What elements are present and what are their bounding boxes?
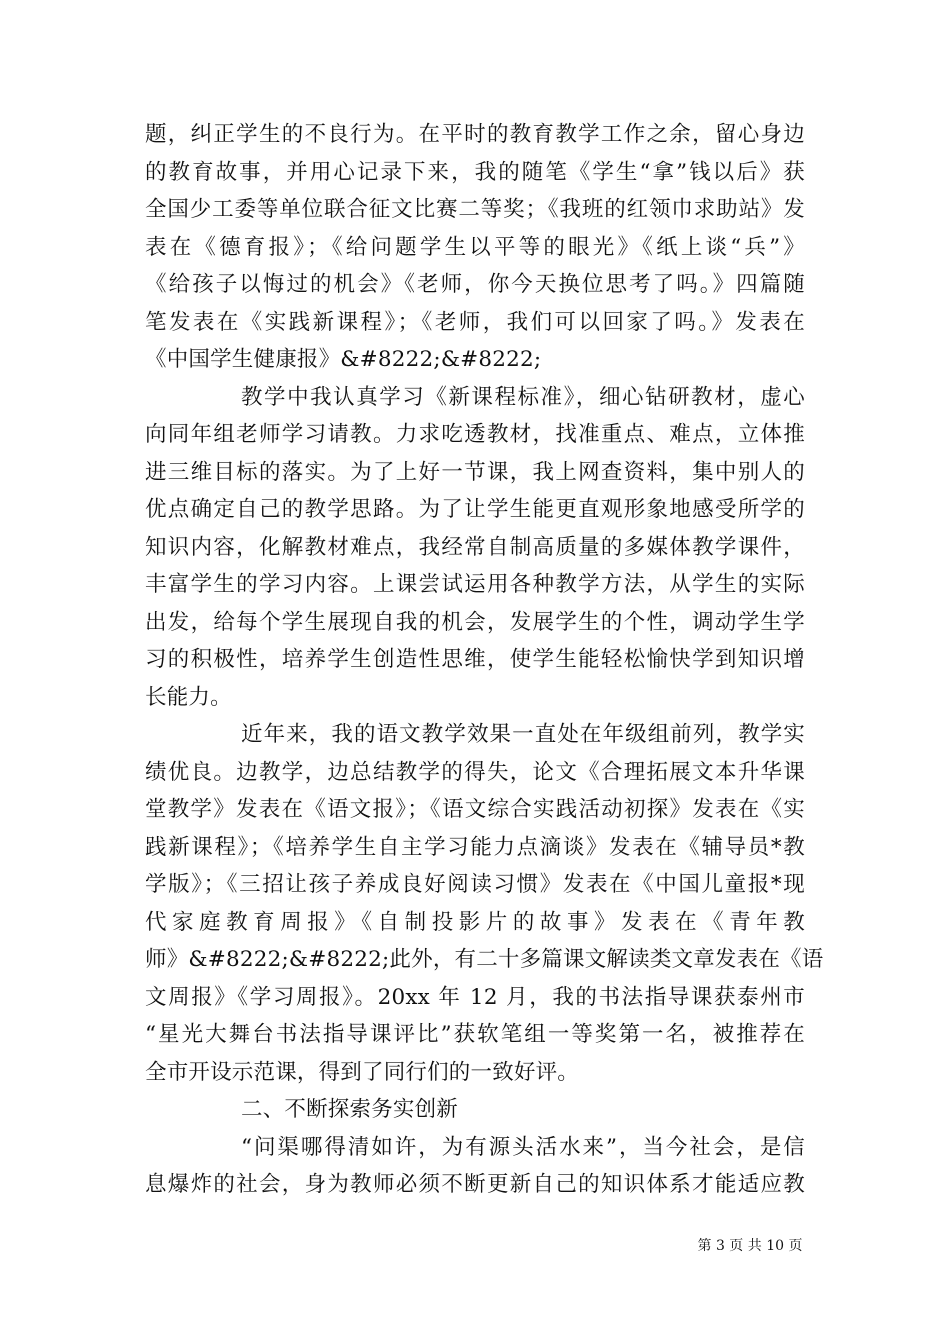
- text-line: 习的积极性，培养学生创造性思维，使学生能轻松愉快学到知识增: [145, 647, 805, 672]
- text-line: 代家庭教育周报》《自制投影片的故事》发表在《青年教: [145, 909, 805, 935]
- text-line: 丰富学生的学习内容。上课尝试运用各种教学方法，从学生的实际: [145, 572, 805, 597]
- text-line: 堂教学》发表在《语文报》；《语文综合实践活动初探》发表在《实: [145, 797, 805, 822]
- paragraph-first-line: 教学中我认真学习《新课程标准》，细心钻研教材，虚心: [241, 384, 805, 410]
- document-body: [145, 116, 824, 1204]
- text-line: 题，纠正学生的不良行为。在平时的教育教学工作之余，留心身边: [145, 122, 805, 147]
- text-line: 学版》；《三招让孩子养成良好阅读习惯》发表在《中国儿童报*现: [145, 872, 805, 897]
- text-line: 师》&#8222;&#8222;此外，有二十多篇课文解读类文章发表在《语: [145, 947, 824, 972]
- text-line: 《中国学生健康报》&#8222;&#8222;: [145, 347, 542, 372]
- text-line: 的教育故事，并用心记录下来，我的随笔《学生“拿”钱以后》获: [145, 159, 805, 185]
- text-line: 践新课程》；《培养学生自主学习能力点滴谈》发表在《辅导员*教: [145, 834, 805, 860]
- text-line: 文周报》《学习周报》。20xx 年 12 月，我的书法指导课获泰州市: [145, 984, 805, 1010]
- text-line: 知识内容，化解教材难点，我经常自制高质量的多媒体教学课件，: [145, 534, 805, 560]
- text-line: 优点确定自己的教学思路。为了让学生能更直观形象地感受所学的: [145, 497, 805, 522]
- text-line: 长能力。: [145, 684, 232, 710]
- text-line: 向同年组老师学习请教。力求吃透教材，找准重点、难点，立体推: [145, 422, 805, 447]
- text-line: 出发，给每个学生展现自我的机会，发展学生的个性，调动学生学: [145, 609, 805, 635]
- text-line: 绩优良。边教学，边总结教学的得失，论文《合理拓展文本升华课: [145, 759, 805, 785]
- paragraph-first-line: “问渠哪得清如许，为有源头活水来”，当今社会，是信: [241, 1134, 805, 1160]
- text-line: 全国少工委等单位联合征文比赛二等奖；《我班的红领巾求助站》发: [145, 197, 805, 222]
- text-line: 笔发表在《实践新课程》；《老师，我们可以回家了吗。》发表在: [145, 309, 805, 335]
- text-line: 进三维目标的落实。为了上好一节课，我上网查资料，集中别人的: [145, 459, 805, 485]
- paragraph-first-line: 近年来，我的语文教学效果一直处在年级组前列，教学实: [241, 722, 805, 747]
- text-line: “星光大舞台书法指导课评比”获软笔组一等奖第一名，被推荐在: [145, 1022, 805, 1047]
- text-line: 全市开设示范课，得到了同行们的一致好评。: [145, 1059, 580, 1085]
- section-heading: 二、不断探索务实创新: [241, 1097, 459, 1122]
- text-line: 《给孩子以悔过的机会》《老师，你今天换位思考了吗。》四篇随: [145, 272, 805, 297]
- text-line: 息爆炸的社会，身为教师必须不断更新自己的知识体系才能适应教: [145, 1172, 805, 1197]
- text-line: 表在《德育报》；《给问题学生以平等的眼光》《纸上谈“兵”》: [145, 234, 805, 260]
- page-number: 第 3 页 共 10 页: [697, 1238, 803, 1254]
